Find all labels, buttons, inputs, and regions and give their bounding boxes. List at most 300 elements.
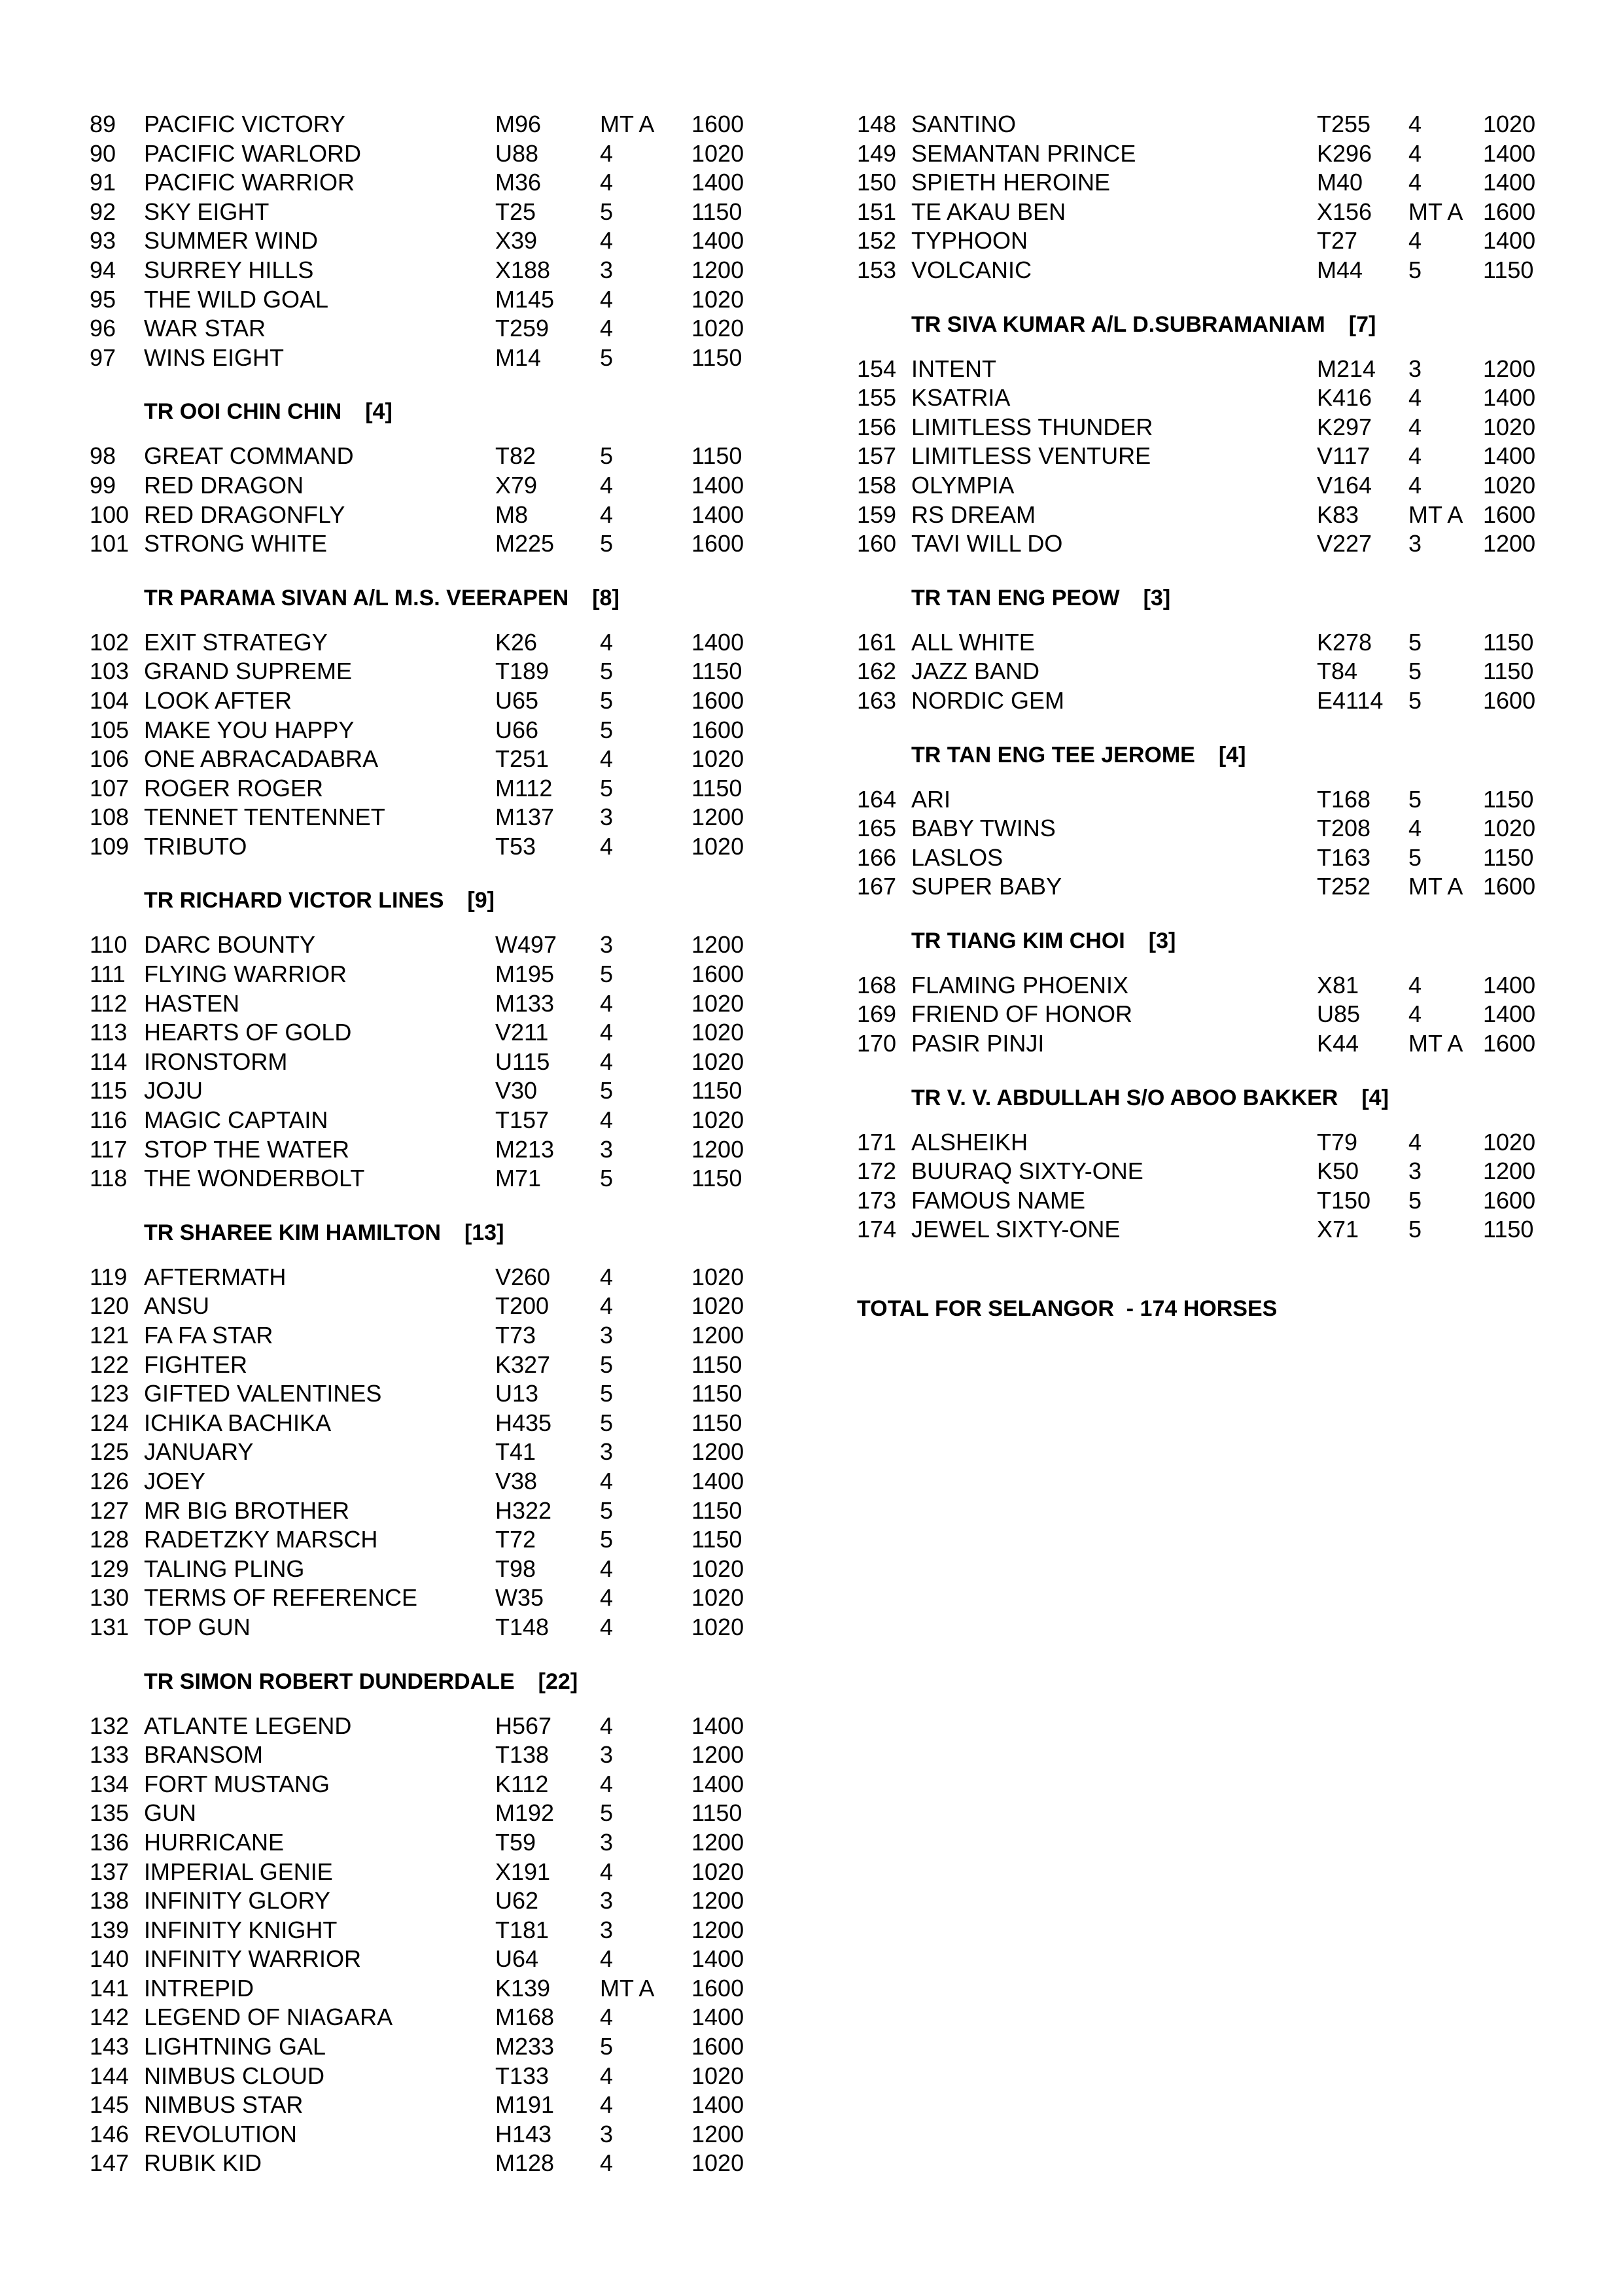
horse-distance: 1020 <box>691 1292 744 1320</box>
horse-distance: 1150 <box>691 774 742 802</box>
horse-name: RUBIK KID <box>144 2149 262 2177</box>
horse-class: 4 <box>600 471 614 499</box>
horse-distance: 1600 <box>691 686 744 714</box>
horse-name: REVOLUTION <box>144 2120 298 2147</box>
horse-name: GRAND SUPREME <box>144 658 353 685</box>
horse-distance: 1020 <box>691 745 744 773</box>
horse-row <box>90 1740 744 1770</box>
horse-number: 104 <box>90 686 130 714</box>
horse-row <box>90 1858 744 1887</box>
horse-row <box>90 314 744 344</box>
horse-name: TALING PLING <box>144 1555 305 1582</box>
trainer-name: TR TAN ENG PEOW <box>911 585 1120 610</box>
horse-number: 94 <box>90 256 116 283</box>
horse-class: 5 <box>1408 686 1422 714</box>
horse-distance: 1150 <box>691 1409 742 1436</box>
horse-code: M225 <box>495 530 555 557</box>
horse-class: 5 <box>600 2033 614 2060</box>
horse-class: 4 <box>600 1292 614 1320</box>
horse-distance: 1200 <box>691 931 744 959</box>
horse-row <box>90 716 744 745</box>
horse-row <box>857 872 1536 902</box>
horse-number: 100 <box>90 501 130 528</box>
horse-row <box>90 1828 744 1858</box>
horse-code: M8 <box>495 501 529 528</box>
horse-code: K50 <box>1317 1157 1359 1185</box>
horse-number: 90 <box>90 139 116 167</box>
horse-row <box>90 226 744 256</box>
horse-name: SKY EIGHT <box>144 198 270 225</box>
horse-class: 4 <box>600 1467 614 1494</box>
horse-distance: 1200 <box>691 1828 744 1856</box>
horse-number: 170 <box>857 1030 897 1057</box>
horse-name: IMPERIAL GENIE <box>144 1858 333 1885</box>
horse-class: 4 <box>600 1263 614 1290</box>
trainer-horse-count: [4] <box>1218 742 1246 768</box>
horse-class: 5 <box>600 774 614 802</box>
trainer-horse-count: [8] <box>592 585 620 610</box>
horse-row <box>90 1712 744 1741</box>
horse-row <box>857 1000 1536 1029</box>
horse-name: AFTERMATH <box>144 1263 287 1290</box>
horse-class: 3 <box>1408 530 1422 557</box>
horse-code: X191 <box>495 1858 551 1885</box>
horse-code: M168 <box>495 2004 555 2031</box>
horse-row <box>90 1438 744 1467</box>
horse-distance: 1150 <box>691 1077 742 1104</box>
horse-number: 113 <box>90 1019 128 1046</box>
horse-distance: 1400 <box>691 1945 744 1973</box>
horse-number: 140 <box>90 1945 130 1973</box>
horse-class: 5 <box>600 1799 614 1827</box>
horse-code: T148 <box>495 1613 550 1640</box>
horse-code: K83 <box>1317 501 1359 528</box>
horse-row <box>90 989 744 1019</box>
horse-code: M36 <box>495 169 542 196</box>
horse-number: 167 <box>857 873 897 900</box>
horse-row <box>90 745 744 774</box>
horse-row <box>90 1409 742 1438</box>
horse-class: 5 <box>600 961 614 988</box>
horse-distance: 1400 <box>691 628 744 656</box>
horse-distance: 1400 <box>1483 169 1536 196</box>
horse-class: 4 <box>600 628 614 656</box>
horse-row <box>857 1128 1536 1157</box>
horse-name: GUN <box>144 1799 196 1827</box>
horse-row <box>857 442 1536 471</box>
horse-distance: 1400 <box>691 471 744 499</box>
horse-distance: 1150 <box>1483 256 1534 283</box>
horse-name: MAGIC CAPTAIN <box>144 1106 328 1134</box>
horse-name: WAR STAR <box>144 315 266 342</box>
horse-code: U62 <box>495 1887 539 1915</box>
horse-row <box>90 686 744 716</box>
horse-distance: 1400 <box>691 1770 744 1797</box>
trainer-horse-count: [3] <box>1148 928 1176 953</box>
horse-number: 165 <box>857 815 897 842</box>
horse-row <box>90 285 744 315</box>
horse-code: T133 <box>495 2062 550 2089</box>
horse-row <box>90 1048 744 1077</box>
horse-code: U65 <box>495 686 539 714</box>
horse-code: K26 <box>495 628 538 656</box>
horse-distance: 1200 <box>1483 1157 1536 1185</box>
horse-row <box>857 814 1536 843</box>
horse-name: ALL WHITE <box>911 628 1035 656</box>
horse-distance: 1150 <box>691 442 742 470</box>
horse-name: THE WILD GOAL <box>144 285 329 313</box>
horse-class: 4 <box>600 1858 614 1885</box>
horse-distance: 1020 <box>691 1048 744 1075</box>
horse-number: 146 <box>90 2120 130 2147</box>
horse-distance: 1020 <box>691 1106 744 1134</box>
horse-distance: 1600 <box>691 530 744 557</box>
horse-name: TRIBUTO <box>144 832 247 860</box>
horse-row <box>857 168 1536 198</box>
horse-number: 164 <box>857 785 897 813</box>
horse-name: ARI <box>911 785 951 813</box>
horse-name: NIMBUS CLOUD <box>144 2062 325 2089</box>
horse-name: PASIR PINJI <box>911 1030 1045 1057</box>
horse-number: 89 <box>90 111 116 137</box>
horse-number: 130 <box>90 1584 130 1612</box>
horse-name: TE AKAU BEN <box>911 198 1066 225</box>
horse-code: K139 <box>495 1974 551 2002</box>
horse-name: STRONG WHITE <box>144 530 327 557</box>
horse-class: 3 <box>600 2120 614 2147</box>
horse-number: 103 <box>90 658 130 685</box>
horse-name: TAVI WILL DO <box>911 530 1063 557</box>
horse-code: X156 <box>1317 198 1372 225</box>
trainer-heading <box>90 1667 620 1696</box>
horse-distance: 1200 <box>1483 530 1536 557</box>
horse-row <box>90 1770 744 1799</box>
horse-name: HASTEN <box>144 989 240 1017</box>
horse-class: 4 <box>1408 139 1422 167</box>
horse-distance: 1020 <box>691 1858 744 1885</box>
horse-code: K112 <box>495 1770 549 1797</box>
horse-row <box>90 657 742 686</box>
horse-name: PACIFIC VICTORY <box>144 111 346 137</box>
horse-distance: 1400 <box>1483 971 1536 998</box>
horse-code: U88 <box>495 139 539 167</box>
horse-name: RADETZKY MARSCH <box>144 1526 378 1553</box>
horse-distance: 1150 <box>1483 785 1534 813</box>
horse-distance: 1020 <box>1483 413 1536 440</box>
horse-code: T150 <box>1317 1186 1371 1214</box>
horse-code: M191 <box>495 2091 555 2119</box>
trainer-name: TR SIMON ROBERT DUNDERDALE <box>144 1669 515 1694</box>
horse-code: X81 <box>1317 971 1359 998</box>
horse-code: M192 <box>495 1799 555 1827</box>
trainer-heading <box>90 886 620 915</box>
horse-name: OLYMPIA <box>911 471 1015 499</box>
horse-code: T189 <box>495 658 550 685</box>
horse-name: BABY TWINS <box>911 815 1056 842</box>
horse-number: 163 <box>857 686 897 714</box>
horse-class: 4 <box>600 2149 614 2177</box>
horse-class: 4 <box>600 139 614 167</box>
horse-number: 154 <box>857 355 897 382</box>
horse-row <box>90 2032 744 2062</box>
horse-name: FLYING WARRIOR <box>144 961 347 988</box>
horse-class: 5 <box>1408 256 1422 283</box>
horse-row <box>90 930 744 960</box>
horse-number: 174 <box>857 1216 897 1243</box>
horse-class: 3 <box>1408 355 1422 382</box>
horse-number: 152 <box>857 227 897 255</box>
horse-name: SEMANTAN PRINCE <box>911 139 1136 167</box>
horse-code: T157 <box>495 1106 550 1134</box>
horse-distance: 1150 <box>691 1165 742 1192</box>
horse-row <box>90 1379 742 1409</box>
trainer-name: TR TAN ENG TEE JEROME <box>911 742 1195 768</box>
horse-code: T72 <box>495 1526 536 1553</box>
horse-number: 171 <box>857 1128 897 1156</box>
horse-number: 148 <box>857 111 897 137</box>
horse-class: 3 <box>600 931 614 959</box>
horse-row <box>857 843 1534 873</box>
horse-distance: 1600 <box>691 111 744 137</box>
horse-class: MT A <box>600 1974 655 2002</box>
horse-class: 4 <box>600 169 614 196</box>
horse-code: V227 <box>1317 530 1372 557</box>
horse-row <box>857 1157 1536 1186</box>
horse-distance: 1400 <box>691 2004 744 2031</box>
horse-row <box>90 344 742 373</box>
horse-class: 4 <box>600 1770 614 1797</box>
horse-number: 172 <box>857 1157 897 1185</box>
horse-distance: 1150 <box>1483 628 1534 656</box>
trainer-heading <box>857 741 1389 769</box>
horse-distance: 1400 <box>691 1712 744 1739</box>
horse-row <box>90 442 742 471</box>
horse-number: 101 <box>90 530 130 557</box>
horse-distance: 1020 <box>1483 111 1536 137</box>
horse-row <box>90 1945 744 1974</box>
horse-code: M214 <box>1317 355 1376 382</box>
horse-number: 142 <box>90 2004 130 2031</box>
horse-distance: 1600 <box>1483 198 1536 225</box>
horse-code: M71 <box>495 1165 542 1192</box>
horse-row <box>857 1029 1536 1059</box>
horse-class: 5 <box>600 1351 614 1378</box>
trainer-heading <box>857 927 1389 955</box>
horse-code: X79 <box>495 471 538 499</box>
horse-code: H143 <box>495 2120 552 2147</box>
horse-class: 4 <box>1408 169 1422 196</box>
horse-number: 143 <box>90 2033 130 2060</box>
horse-row <box>90 2062 744 2091</box>
horse-code: U13 <box>495 1380 539 1407</box>
horse-row <box>90 168 744 198</box>
horse-number: 131 <box>90 1613 130 1640</box>
horse-code: T251 <box>495 745 550 773</box>
horse-class: 4 <box>1408 384 1422 412</box>
horse-name: LIGHTNING GAL <box>144 2033 326 2060</box>
horse-distance: 1400 <box>1483 384 1536 412</box>
horse-class: 5 <box>600 344 614 371</box>
horse-distance: 1400 <box>1483 227 1536 255</box>
horse-class: 4 <box>600 2091 614 2119</box>
horse-class: 3 <box>1408 1157 1422 1185</box>
horse-name: RED DRAGON <box>144 471 304 499</box>
horse-code: U85 <box>1317 1000 1361 1028</box>
horse-number: 118 <box>90 1165 128 1192</box>
horse-name: INFINITY KNIGHT <box>144 1916 338 1943</box>
horse-row <box>90 1351 742 1380</box>
horse-distance: 1200 <box>691 1741 744 1769</box>
horse-code: T98 <box>495 1555 536 1582</box>
horse-code: H322 <box>495 1496 552 1524</box>
trainer-name: TR TIANG KIM CHOI <box>911 928 1125 953</box>
horse-row <box>857 657 1534 686</box>
horse-number: 126 <box>90 1467 130 1494</box>
horse-row <box>857 139 1536 169</box>
horse-row <box>857 785 1534 815</box>
horse-code: M133 <box>495 989 555 1017</box>
horse-name: TYPHOON <box>911 227 1028 255</box>
horse-code: K278 <box>1317 628 1372 656</box>
trainer-heading <box>90 397 620 426</box>
horse-row <box>90 1135 744 1165</box>
horse-class: 4 <box>600 315 614 342</box>
horse-distance: 1200 <box>691 1916 744 1943</box>
horse-name: LIMITLESS THUNDER <box>911 413 1153 440</box>
horse-name: ROGER ROGER <box>144 774 324 802</box>
horse-distance: 1400 <box>691 1467 744 1494</box>
horse-number: 137 <box>90 1858 130 1885</box>
horse-code: T163 <box>1317 843 1371 871</box>
horse-row <box>857 355 1536 384</box>
horse-code: T41 <box>495 1438 536 1466</box>
horse-name: FAMOUS NAME <box>911 1186 1086 1214</box>
horse-class: 3 <box>600 1828 614 1856</box>
horse-number: 128 <box>90 1526 130 1553</box>
horse-code: M44 <box>1317 256 1363 283</box>
horse-class: 3 <box>600 1741 614 1769</box>
horse-class: MT A <box>1408 501 1463 528</box>
horse-number: 92 <box>90 198 116 225</box>
horse-name: TERMS OF REFERENCE <box>144 1584 418 1612</box>
horse-name: ANSU <box>144 1292 210 1320</box>
horse-number: 112 <box>90 989 128 1017</box>
horse-name: RED DRAGONFLY <box>144 501 345 528</box>
horse-class: 5 <box>1408 1216 1422 1243</box>
horse-number: 149 <box>857 139 897 167</box>
horse-code: W497 <box>495 931 557 959</box>
horse-class: 5 <box>1408 843 1422 871</box>
horse-row <box>90 1583 744 1613</box>
horse-row <box>90 1467 744 1496</box>
horse-class: 3 <box>600 1916 614 1943</box>
horse-class: 3 <box>600 804 614 831</box>
horse-row <box>857 383 1536 413</box>
horse-number: 105 <box>90 716 130 743</box>
horse-code: M128 <box>495 2149 555 2177</box>
horse-number: 138 <box>90 1887 130 1915</box>
horse-number: 161 <box>857 628 897 656</box>
horse-name: SUMMER WIND <box>144 227 318 255</box>
horse-distance: 1150 <box>691 1496 742 1524</box>
horse-name: GREAT COMMAND <box>144 442 354 470</box>
horse-code: M96 <box>495 111 542 137</box>
horse-class: 5 <box>600 198 614 225</box>
horse-code: T181 <box>495 1916 550 1943</box>
horse-code: T138 <box>495 1741 550 1769</box>
horse-distance: 1150 <box>691 1526 742 1553</box>
horse-code: T200 <box>495 1292 550 1320</box>
horse-number: 106 <box>90 745 130 773</box>
horse-number: 141 <box>90 1974 130 2002</box>
horse-number: 168 <box>857 971 897 998</box>
horse-number: 158 <box>857 471 897 499</box>
horse-distance: 1200 <box>691 256 744 283</box>
horse-row <box>90 2149 744 2178</box>
horse-number: 129 <box>90 1555 130 1582</box>
horse-distance: 1150 <box>691 1351 742 1378</box>
horse-name: BRANSOM <box>144 1741 264 1769</box>
trainer-horse-count: [7] <box>1348 311 1376 337</box>
horse-number: 136 <box>90 1828 130 1856</box>
horse-class: 4 <box>600 227 614 255</box>
horse-number: 160 <box>857 530 897 557</box>
horse-row <box>90 1106 744 1135</box>
horse-class: 4 <box>600 1613 614 1640</box>
horse-code: V211 <box>495 1019 549 1046</box>
horse-code: U115 <box>495 1048 550 1075</box>
horse-distance: 1200 <box>691 1438 744 1466</box>
horse-number: 110 <box>90 931 128 959</box>
horse-class: 5 <box>600 442 614 470</box>
horse-code: K327 <box>495 1351 551 1378</box>
horse-code: V164 <box>1317 471 1372 499</box>
horse-row <box>90 1076 742 1106</box>
horse-number: 134 <box>90 1770 130 1797</box>
horse-row <box>90 529 744 559</box>
horse-number: 147 <box>90 2149 130 2177</box>
horse-distance: 1600 <box>1483 873 1536 900</box>
horse-distance: 1600 <box>691 2033 744 2060</box>
horse-code: M40 <box>1317 169 1363 196</box>
horse-code: K296 <box>1317 139 1372 167</box>
horse-distance: 1150 <box>1483 658 1534 685</box>
horse-row <box>90 198 742 227</box>
horse-distance: 1200 <box>691 1135 744 1163</box>
horse-code: V38 <box>495 1467 538 1494</box>
horse-name: JOJU <box>144 1077 203 1104</box>
horse-distance: 1600 <box>691 961 744 988</box>
horse-row <box>90 1292 744 1321</box>
horse-name: ATLANTE LEGEND <box>144 1712 352 1739</box>
horse-name: INFINITY WARRIOR <box>144 1945 361 1973</box>
horse-distance: 1150 <box>1483 1216 1534 1243</box>
horse-number: 96 <box>90 315 116 342</box>
horse-name: JAZZ BAND <box>911 658 1040 685</box>
horse-name: LIMITLESS VENTURE <box>911 442 1151 470</box>
horse-row <box>857 110 1536 139</box>
horse-distance: 1600 <box>1483 501 1536 528</box>
horse-name: PACIFIC WARLORD <box>144 139 362 167</box>
horse-code: X39 <box>495 227 538 255</box>
horse-row <box>857 686 1536 716</box>
trainer-horse-count: [9] <box>467 888 495 913</box>
horse-row <box>857 501 1536 530</box>
horse-distance: 1400 <box>1483 442 1536 470</box>
horse-number: 107 <box>90 774 130 802</box>
horse-code: M137 <box>495 804 555 831</box>
horse-row <box>857 413 1536 442</box>
